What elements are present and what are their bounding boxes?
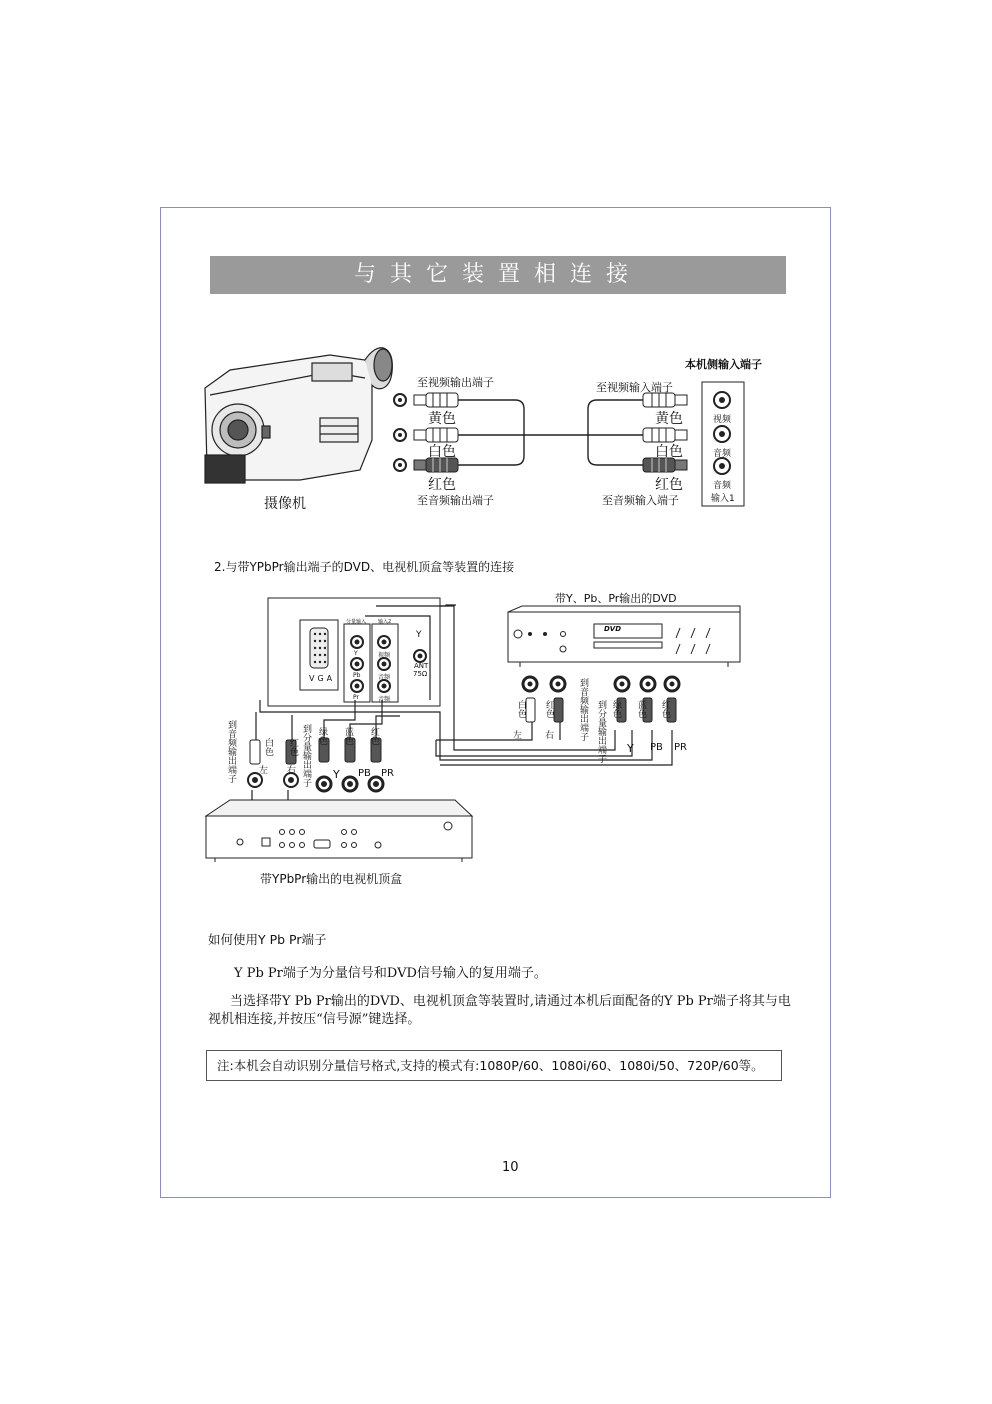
howto-title: 如何使用Y Pb Pr端子 — [208, 932, 327, 947]
jack-video-label: 视频 — [378, 652, 391, 659]
page-number: 10 — [502, 1160, 519, 1175]
label-blue-left-plug: 蓝色 — [343, 727, 353, 745]
note-text: 注:本机会自动识别分量信号格式,支持的模式有:1080P/60、1080i/60、1080i/50、720P/60等。 — [217, 1058, 764, 1073]
label-to-component-out-left: 到分量输出端子 — [301, 724, 311, 787]
label-right-dvd: 右 — [545, 731, 555, 741]
ant-label: ANT — [414, 662, 429, 670]
label-left-dvd: 左 — [513, 731, 523, 741]
label-y-left: Y — [333, 768, 340, 781]
camcorder-illustration — [205, 348, 392, 483]
label-left-channel: 左 — [259, 766, 269, 776]
panel-label-input1: 输入1 — [711, 494, 735, 504]
howto-paragraph-2-line-2: 视机相连接,并按压“信号源”键选择。 — [208, 1012, 421, 1027]
howto-paragraph-1: Y Pb Pr端子为分量信号和DVD信号输入的复用端子。 — [234, 966, 547, 981]
ant-symbol: Y — [416, 630, 422, 640]
camcorder-output-jacks — [394, 394, 406, 471]
camcorder-label: 摄像机 — [264, 496, 306, 512]
input2-label: 输入2 — [378, 619, 392, 625]
dvd-title: 带Y、Pb、Pr输出的DVD — [555, 592, 677, 605]
stb-caption: 带YPbPr输出的电视机顶盒 — [260, 872, 403, 886]
label-red-dvd-plug-2: 红色 — [660, 700, 670, 718]
label-to-audio-out-left: 到音频输出端子 — [226, 720, 236, 783]
panel-label-audio-2: 音频 — [713, 481, 732, 491]
label-pr-dvd: PR — [674, 742, 687, 753]
label-red-left: 红色 — [428, 477, 456, 493]
label-green-left-plug: 绿色 — [317, 727, 327, 745]
jack-pb-label: Pb — [353, 672, 361, 679]
label-white-left: 白色 — [428, 444, 456, 460]
label-to-audio-out-dvd: 到音频输出端子 — [578, 678, 588, 741]
label-right-channel: 右 — [287, 766, 297, 776]
label-red-dvd-plug: 红色 — [544, 700, 554, 718]
input-component-label: 分量输入 — [346, 619, 367, 625]
input-panel-title: 本机侧输入端子 — [685, 358, 762, 371]
howto-paragraph-2-line-1: 当选择带Y Pb Pr输出的DVD、电视机顶盒等装置时,请通过本机后面配备的Y Pb Pr端子将其与电 — [230, 994, 791, 1009]
jack-audio-label-2: 音频 — [378, 696, 391, 703]
label-to-video-in: 至视频输入端子 — [596, 381, 673, 394]
panel-label-audio-1: 音频 — [713, 449, 732, 459]
label-red-left-plug: 红色 — [288, 738, 298, 756]
label-red-left-plug-2: 红色 — [369, 727, 379, 745]
label-green-dvd-plug: 绿色 — [611, 700, 621, 718]
label-to-audio-in: 至音频输入端子 — [602, 494, 679, 507]
label-to-component-out-dvd: 到分量输出端子 — [596, 700, 606, 763]
label-blue-dvd-plug: 蓝色 — [636, 700, 646, 718]
label-white-left-plug: 白色 — [263, 738, 273, 756]
dvd-logo: DVD — [604, 625, 622, 633]
jack-y-label: Y — [354, 650, 358, 657]
label-y-dvd: Y — [627, 742, 634, 755]
label-pr-left: PR — [381, 768, 394, 779]
vga-label: VGA — [309, 674, 336, 683]
label-to-video-out: 至视频输出端子 — [417, 376, 494, 389]
set-top-box — [206, 800, 472, 862]
label-red-right: 红色 — [655, 477, 683, 493]
label-white-right: 白色 — [655, 444, 683, 460]
section2-heading: 2.与带YPbPr输出端子的DVD、电视机顶盒等装置的连接 — [214, 560, 515, 574]
label-pb-left: PB — [358, 768, 371, 779]
page-title: 与其它装置相连接 — [210, 256, 786, 294]
jack-pr-label: Pr — [353, 694, 359, 701]
jack-audio-label-1: 音频 — [378, 674, 391, 681]
section1-cables — [458, 400, 643, 465]
label-yellow-right: 黄色 — [655, 411, 683, 427]
label-pb-dvd: PB — [650, 742, 663, 753]
label-white-dvd-plug: 白色 — [516, 700, 526, 718]
label-to-audio-out: 至音频输出端子 — [417, 494, 494, 507]
note-box — [206, 1050, 782, 1081]
dvd-player — [508, 606, 740, 667]
panel-label-video: 视频 — [713, 415, 732, 425]
ohm-label: 75Ω — [413, 670, 428, 678]
label-yellow-left: 黄色 — [428, 411, 456, 427]
